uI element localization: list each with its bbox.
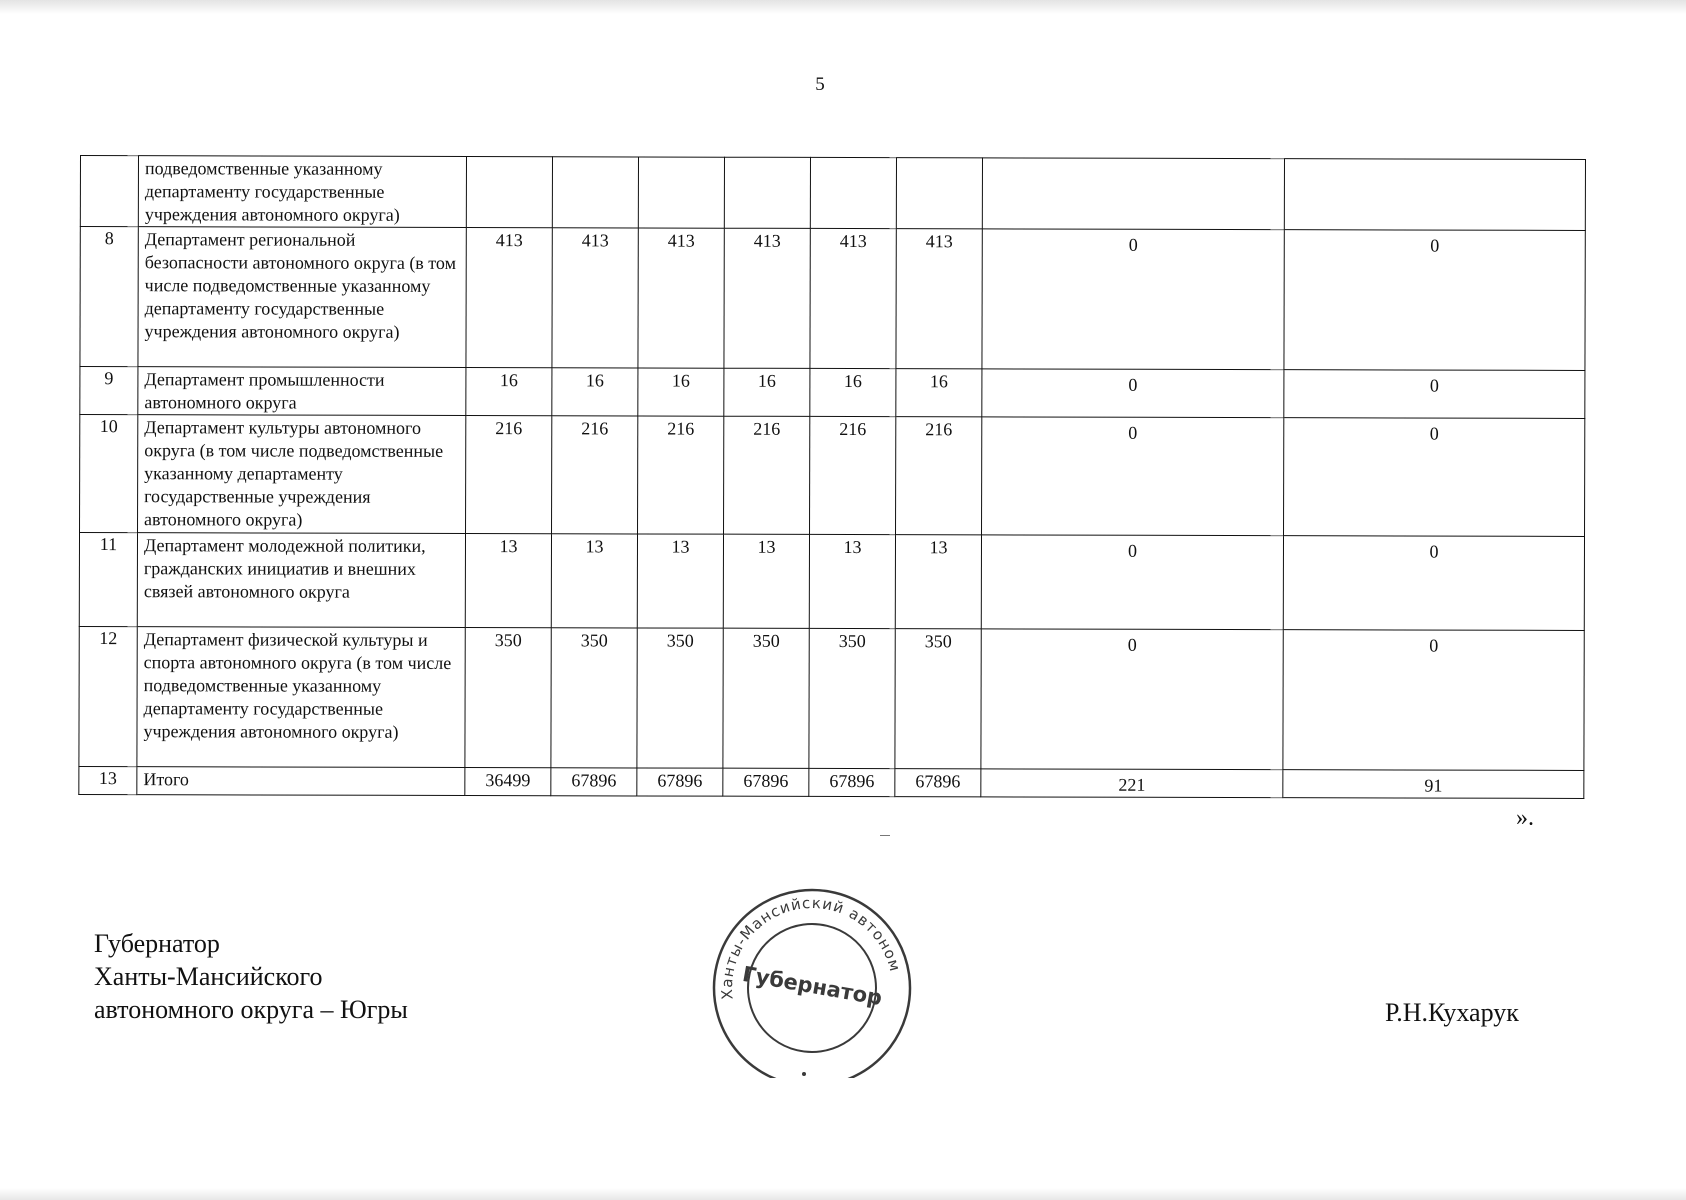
table-row <box>80 367 1585 419</box>
stray-mark <box>880 835 890 836</box>
row-number: 12 <box>79 626 137 766</box>
row-value <box>724 157 810 228</box>
row-value: 413 <box>810 228 896 368</box>
row-number: 8 <box>80 227 138 367</box>
row-extra-value: 0 <box>1284 370 1585 419</box>
signatory-district: автономного округа – Югры <box>94 995 408 1024</box>
row-value: 216 <box>466 416 552 534</box>
table-row <box>79 533 1584 631</box>
row-value: 413 <box>466 228 552 368</box>
signatory-block <box>94 927 408 1026</box>
table-row <box>80 415 1585 537</box>
row-value: 350 <box>465 628 551 768</box>
row-value: 413 <box>552 228 638 368</box>
row-value: 16 <box>896 369 982 417</box>
row-value: 16 <box>638 368 724 416</box>
table-row <box>79 626 1584 770</box>
row-value: 216 <box>724 416 810 534</box>
row-value: 67896 <box>551 768 637 796</box>
row-extra-value: 0 <box>981 629 1283 770</box>
table-row <box>80 227 1585 371</box>
official-seal-icon <box>692 878 932 1078</box>
row-extra-value: 0 <box>1284 230 1585 371</box>
row-extra-value: 0 <box>1284 418 1585 537</box>
row-value: 350 <box>809 628 895 768</box>
row-value <box>638 157 724 228</box>
signatory-region: Ханты-Мансийского <box>94 962 323 991</box>
row-value: 67896 <box>637 768 723 796</box>
row-name: Департамент молодежной политики, гражданских инициатив и внешних связей автономного округа <box>137 533 465 628</box>
row-value: 350 <box>637 628 723 768</box>
row-number: 13 <box>79 766 137 794</box>
row-name: Департамент физической культуры и спорта автономного округа (в том числе подведомственные указанному департаменту государственные учреждения автономного округа) <box>137 627 465 768</box>
closing-quote: ». <box>1516 805 1534 831</box>
row-value: 13 <box>809 534 895 628</box>
seal-center-text: Губернатор <box>740 961 885 1011</box>
row-name: Итого <box>137 767 465 796</box>
row-value: 16 <box>724 368 810 416</box>
row-extra-value <box>1284 159 1585 231</box>
row-value <box>896 158 982 229</box>
row-extra-value: 221 <box>981 769 1283 798</box>
table-body <box>79 156 1586 799</box>
row-value: 13 <box>551 534 637 628</box>
table-row <box>80 156 1585 231</box>
row-value: 36499 <box>465 768 551 796</box>
row-number: 10 <box>80 415 138 533</box>
signatory-title: Губернатор <box>94 929 220 958</box>
row-number: 11 <box>79 533 137 627</box>
row-extra-value: 0 <box>981 535 1283 630</box>
row-value: 350 <box>551 628 637 768</box>
row-value: 13 <box>895 535 981 629</box>
row-value: 350 <box>895 629 981 769</box>
page-number: 5 <box>815 74 825 95</box>
row-value: 216 <box>896 417 982 535</box>
row-value: 67896 <box>723 768 809 796</box>
scan-edge-bottom <box>0 1188 1686 1200</box>
data-table <box>78 155 1586 799</box>
row-value: 216 <box>638 416 724 534</box>
row-value: 67896 <box>895 769 981 797</box>
row-value: 350 <box>723 628 809 768</box>
row-value: 16 <box>810 368 896 416</box>
row-value <box>466 157 552 228</box>
row-extra-value <box>982 158 1284 230</box>
row-value: 413 <box>724 228 810 368</box>
row-value: 216 <box>810 416 896 534</box>
signature-name: Р.Н.Кухарук <box>1385 998 1519 1027</box>
seal-ring-text: Ханты-Мансийский автономный <box>717 893 905 1001</box>
row-name: Департамент культуры автономного округа (в том числе подведомственные указанному департаменту государственные учреждения автономного округа) <box>138 415 466 534</box>
row-value <box>810 157 896 228</box>
row-extra-value: 0 <box>982 417 1284 536</box>
row-name: Департамент промышленности автономного округа <box>138 367 466 416</box>
row-value: 413 <box>896 229 982 369</box>
scan-edge-top <box>0 0 1686 14</box>
row-value: 216 <box>552 416 638 534</box>
row-extra-value: 91 <box>1283 770 1584 799</box>
table-row <box>79 766 1584 798</box>
row-value: 16 <box>466 368 552 416</box>
row-value: 13 <box>723 534 809 628</box>
row-value: 13 <box>637 534 723 628</box>
row-value: 16 <box>552 368 638 416</box>
row-value: 67896 <box>809 768 895 796</box>
row-extra-value: 0 <box>982 229 1284 370</box>
row-number: 9 <box>80 367 138 415</box>
row-extra-value: 0 <box>1283 536 1584 631</box>
row-extra-value: 0 <box>982 369 1284 418</box>
row-number <box>80 156 138 227</box>
row-value: 13 <box>465 534 551 628</box>
row-name: Департамент региональной безопасности автономного округа (в том числе подведомственные указанному департаменту государственные учреждения автономного округа) <box>138 227 466 368</box>
row-value: 413 <box>638 228 724 368</box>
row-value <box>552 157 638 228</box>
row-name: подведомственные указанному департаменту государственные учреждения автономного округа) <box>138 156 466 228</box>
row-extra-value: 0 <box>1283 630 1584 771</box>
